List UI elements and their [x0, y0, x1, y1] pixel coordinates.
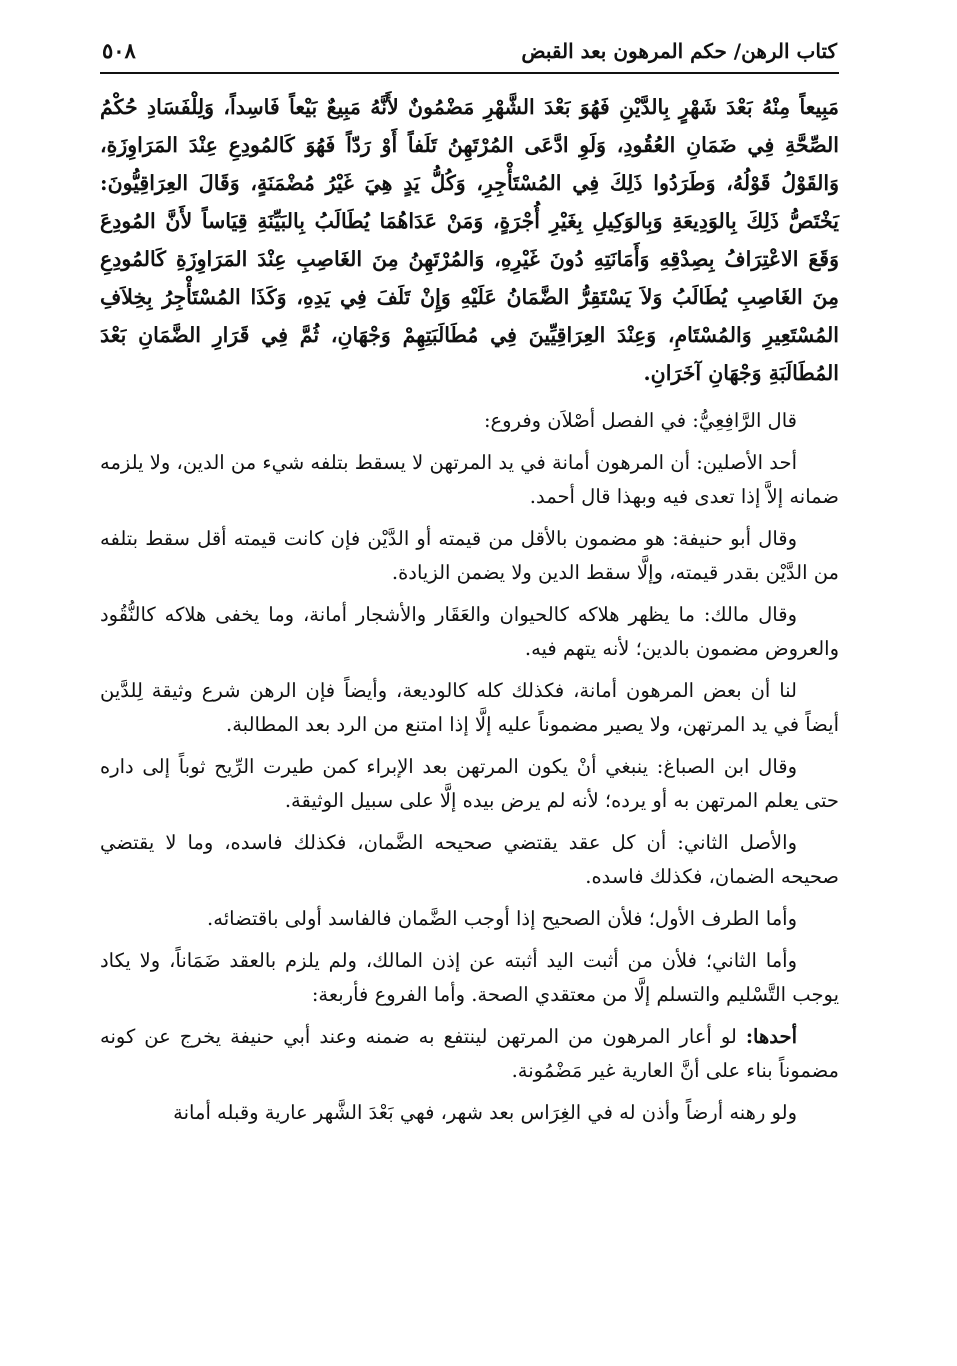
commentary [100, 400, 839, 1134]
main-text: مَبِيعاً مِنْهُ بَعْدَ شَهْرٍ بِالدَّيْنِ فَهُوَ بَعْدَ الشَّهْرِ مَضْمُونٌ لأَنَّهُ مَبِيعٌ بَيْعاً فَاسِداً، وَلِلْفَسَادِ حُكْمُ الصِّحَّةِ فِي ضَمَانِ العُقُودِ، وَلَوِ ادَّعَى المُرْتَهِنُ تَلَفاً أَوْ رَدّاً فَهُوَ كَالمُودِعِ عِنْدَ المَرَاوِزَةِ، وَالقَوْلُ قَوْلُهُ، وَطَرَدُوا ذَلِكَ فِي المُسْتَأْجِرِ، وَكُلُّ يَدٍ هِيَ غَيْرُ مُضْمَنَةٍ، وَقَالَ العِرَاقِيُّونَ: يَخْتَصُّ ذَلِكَ بِالوَدِيعَةِ وَبِالوَكِيلِ بِغَيْرِ أُجْرَةٍ، وَمَنْ عَدَاهُمَا يُطَالَبُ بِالبَيِّنَةِ قِيَاساً لأَنَّ المُودِعَ وَقَعَ الاعْتِرَافُ بِصِدْقِهِ وَأَمَانَتِهِ دُونَ غَيْرِهِ، وَالمُرْتَهِنُ مِنَ الغَاصِبِ عِنْدَ المَرَاوِزَةِ كَالمُودِعِ مِنَ الغَاصِبِ يُطَالَبُ وَلاَ يَسْتَقِرُّ الضَّمَانُ عَلَيْهِ وَإِنْ تَلَفَ فِي يَدِهِ، وَكَذَا المُسْتَأْجِرُ بِخِلاَفِ المُسْتَعِيرِ وَالمُسْتَامِ، وَعِنْدَ العِرَاقِيِّينَ فِي مُطَالَبَتِهِمْ وَجْهَانِ، ثُمَّ فِي قَرَارِ الضَّمَانِ بَعْدَ المُطَالَبَةِ وَجْهَانِ آخَرَانِ. [100, 95, 839, 385]
commentary-paragraph: لنا أن بعض المرهون أمانة، فكذلك كله كالوديعة، وأيضاً فإن الرهن شرع وثيقة لِلدَّين أيضاً في يد المرتهن، ولا يصير مضموناً عليه إلَّا إذا امتنع من الرد بعد المطالبة. [100, 679, 839, 736]
commentary-paragraph: قال الرَّافِعِيُّ: في الفصل أصْلاَن وفروع: [483, 409, 797, 432]
commentary-paragraph: وأما الطرف الأول؛ فلأن الصحيح إذا أوجب الضَّمان فالفاسد أولى باقتضائه. [207, 907, 797, 930]
commentary-paragraph: أحدها: لو أعار المرهون من المرتهن لينتفع به ضمنه وعند أبي حنيفة يخرج عن كونه مضموناً بناء على أنَّ العارية غير مَضْمُونة. [100, 1025, 839, 1082]
commentary-paragraph: وقال مالك: ما يظهر هلاكه كالحيوان والعَقَار والأشجار أمانة، وما يخفى هلاكه كالنُّقُود والعروض مضمون بالدين؛ لأنه يتهم فيه. [100, 603, 839, 660]
commentary-paragraph: وأما الثاني؛ فلأن من أثبت اليد أثبته عن إذن المالك، ولم يلزم بالعقد ضَمَاناً، ولا يكاد يوجب التَّسْليم والتسلم إلَّا من معتقدي الصحة. وأما الفروع فأربعة: [100, 949, 839, 1006]
commentary-paragraph: وقال أبو حنيفة: هو مضمون بالأقل من قيمته أو الدَّيْن فإن كانت قيمته أقل سقط بتلفه من الدَّيْن بقدر قيمته، وإلَّا سقط الدين ولا يضمن الزيادة. [100, 527, 839, 584]
running-header [100, 36, 839, 74]
running-title: كتاب الرهن/ حكم المرهون بعد القبض [521, 39, 837, 63]
commentary-paragraph: أحد الأصلين: أن المرهون أمانة في يد المرتهن لا يسقط بتلفه شيء من الدين، ولا يلزمه ضمانه إلاَّ إذا تعدى فيه وبهذا قال أحمد. [100, 451, 839, 508]
page-number: ٥٠٨ [102, 38, 136, 63]
commentary-paragraph: والأصل الثاني: أن كل عقد يقتضي صحيحه الضَّمان، فكذلك فاسده، وما لا يقتضي صحيحه الضمان، فكذلك فاسده. [100, 831, 839, 888]
paragraph-lead-word: أحدها: [745, 1025, 797, 1048]
commentary-paragraph: ولو رهنه أرضاً وأذن له في الغِرَاس بعد شهر، فهي بَعْدَ الشَّهر عارية وقبله أمانة [173, 1101, 797, 1124]
commentary-paragraph: وقال ابن الصباغ: ينبغي أنْ يكون المرتهن بعد الإبراء كمن طيرت الرِّيح ثوباً إلى داره حتى يعلم المرتهن به أو يرده؛ لأنه لم يرض بيده إلَّا على سبيل الوثيقة. [100, 755, 839, 812]
